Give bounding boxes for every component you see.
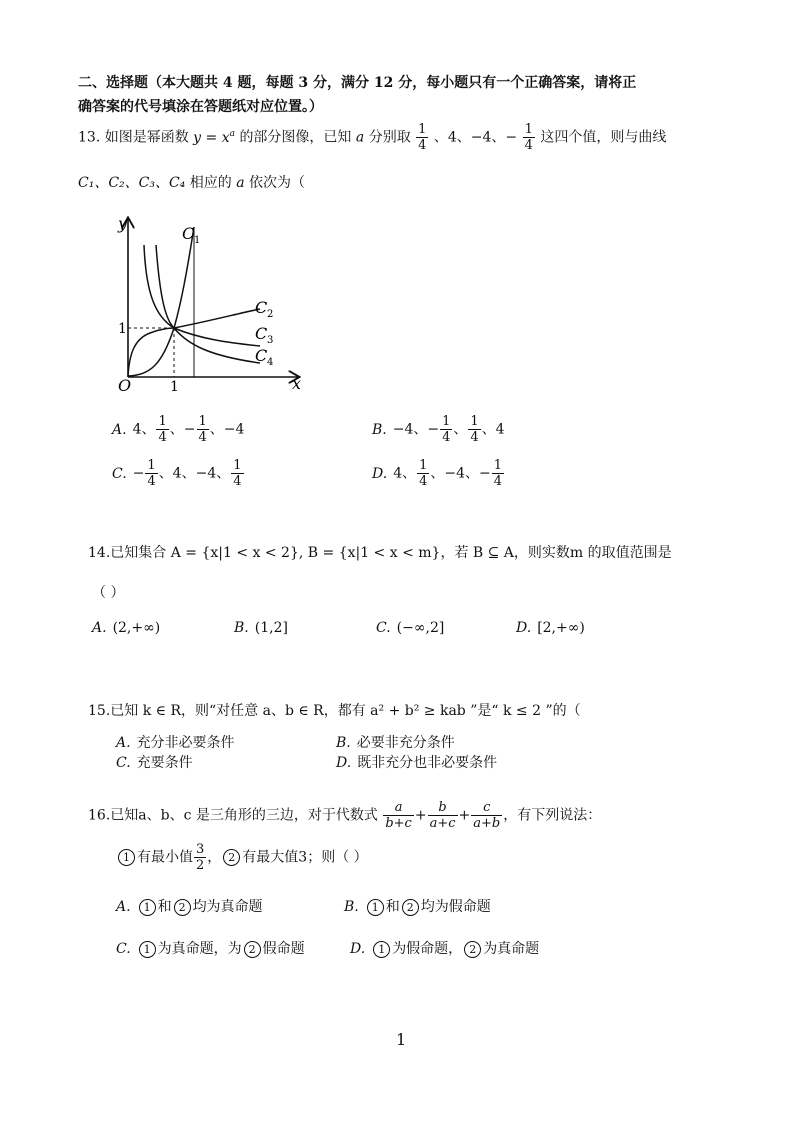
q14-option-d[interactable]: D. [2,+∞) [516,620,585,636]
x-axis-label: x [292,374,302,393]
label-c2: C [255,298,268,317]
q14-option-a[interactable]: A. (2,+∞) [92,620,161,636]
q13-func: $y = x^a$ [193,128,235,146]
circled-1-icon: 1 [118,849,135,866]
section-title-line1: 二、选择题（本大题共 4 题，每题 3 分，满分 12 分，每小题只有一个正确答案，请将正 [78,75,637,91]
q13-fraction-1: $\frac{1}{4}$ [418,122,427,153]
q14-stem: 14.已知集合 A = {x|1 < x < 2}, B = {x|1 < x < m}，若 B ⊆ A，则实数m 的取值范围是 [88,545,672,561]
q16-statements: 1 有最小值 $\frac{3}{2}$ ， 2 有最大值3；则（ ） [116,842,368,873]
q15-option-a[interactable]: A. 充分非必要条件 [116,735,235,751]
q13-stem-line1 [78,122,666,153]
x-tick-1: 1 [170,379,179,395]
label-c4-sub: 4 [267,357,274,368]
q15-option-c[interactable]: C. 充要条件 [116,755,193,771]
q16-fraction-2: $\frac{b}{a+c}$ [429,800,456,831]
y-tick-1: 1 [118,321,127,337]
q13-line2-end: 依次为（ [249,175,306,191]
circled-1-icon: 1 [139,941,156,958]
label-c1-sub: 1 [194,235,201,246]
label-c3: C [255,324,268,343]
q15-option-d[interactable]: D. 既非充分也非必要条件 [336,755,498,771]
q16-stem: 16.已知a、b、c 是三角形的三边，对于代数式 $\frac{a}{b+c}$ + $\frac{b}{a+c}$ + $\frac{c}{a+b}$ ，有下列说法： [88,800,602,831]
label-c4: C [255,346,268,365]
q13-line2-a: a [236,175,245,191]
q13-text-a: 如图是幂函数 [104,129,189,146]
q14-option-b[interactable]: B. (1,2] [234,620,288,636]
q13-stem-line2 [78,172,305,192]
q13-text-b: 的部分图像，已知 [239,129,352,146]
q16-fraction-1: $\frac{a}{b+c}$ [385,800,412,831]
q16-option-b[interactable]: B. 1 和 2 均为假命题 [344,899,491,915]
q16-option-d[interactable]: D. 1 为假命题， 2 为真命题 [350,941,540,957]
origin-label: O [118,376,132,395]
label-c2-sub: 2 [267,309,274,320]
q16-option-c[interactable]: C. 1 为真命题，为 2 假命题 [116,941,305,957]
q13-fraction-2: $\frac{1}{4}$ [524,122,533,153]
label-c3-sub: 3 [267,335,274,346]
q13-number: 13. [78,129,101,146]
q13-option-d[interactable]: D. 4、 $\frac{1}{4}$ 、−4、− $\frac{1}{4}$ [372,458,503,489]
q16-fraction-3: $\frac{c}{a+b}$ [473,800,501,831]
circled-2-icon: 2 [464,941,481,958]
y-axis-label: y [118,214,128,233]
section-title-line2: 确答案的代号填涂在答题纸对应位置。） [78,99,323,115]
q13-option-a[interactable]: A. 4、 $\frac{1}{4}$ 、− $\frac{1}{4}$ 、−4 [112,414,245,445]
circled-1-icon: 1 [139,899,156,916]
q13-option-c[interactable]: C. − $\frac{1}{4}$ 、4、−4、 $\frac{1}{4}$ [112,458,242,489]
page-number: 1 [396,1030,407,1049]
q14-option-c[interactable]: C. (−∞,2] [376,620,445,636]
circled-1-icon: 1 [373,941,390,958]
q13-option-b[interactable]: B. −4、− $\frac{1}{4}$ 、 $\frac{1}{4}$ 、4 [372,414,505,445]
circled-2-icon: 2 [244,941,261,958]
circled-2-icon: 2 [402,899,419,916]
q15-option-b[interactable]: B. 必要非充分条件 [336,735,455,751]
q13-line2-rest: 相应的 [189,175,232,191]
circled-2-icon: 2 [174,899,191,916]
q14-paren: （ ） [92,585,125,601]
q13-var-a: a [355,129,365,146]
q15-stem: 15.已知 k ∈ R，则“对任意 a、b ∈ R，都有 a² + b² ≥ kab ”是“ k ≤ 2 ”的（ [88,703,581,719]
q13-curves: C₁、C₂、C₃、C₄ [78,175,186,191]
q13-text-d: 这四个值，则与曲线 [540,129,667,146]
q13-text-c: 分别取 [368,129,411,146]
circled-2-icon: 2 [223,849,240,866]
q13-graph [100,205,315,395]
q16-option-a[interactable]: A. 1 和 2 均为真命题 [116,899,263,915]
q13-vals-mid: 、4、−4、− [433,129,518,146]
circled-1-icon: 1 [367,899,384,916]
curve-c4 [156,245,260,363]
label-c1: C [182,224,195,243]
curve-c1 [128,227,194,376]
